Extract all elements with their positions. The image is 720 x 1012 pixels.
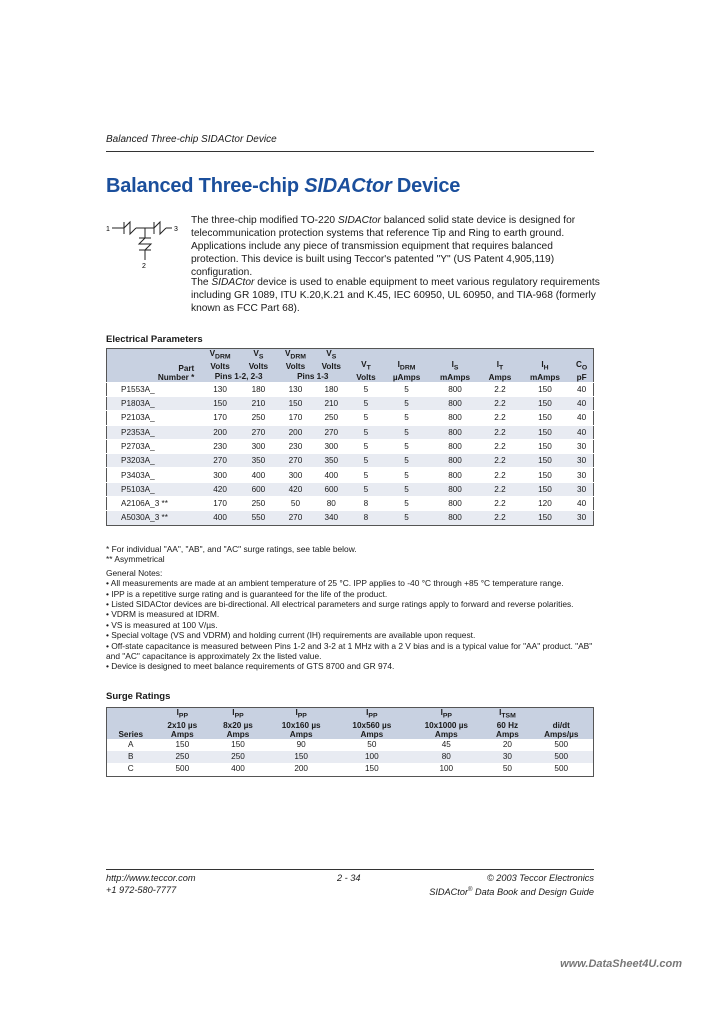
footer-left bbox=[106, 872, 196, 896]
table-cell: 5 bbox=[349, 425, 384, 439]
series-cell: A bbox=[128, 739, 134, 749]
table-cell: 200 bbox=[277, 425, 314, 439]
table-cell: 120 bbox=[520, 497, 570, 511]
table-cell: 250 bbox=[314, 411, 349, 425]
table-row bbox=[107, 739, 594, 751]
table-cell: 5 bbox=[383, 411, 430, 425]
table-cell: 150 bbox=[277, 396, 314, 410]
title-brand: SIDACtor bbox=[304, 175, 392, 197]
part-number-cell: P2103A_ bbox=[107, 411, 201, 425]
table-cell: 2.2 bbox=[480, 396, 520, 410]
table-cell: 200 bbox=[294, 764, 308, 774]
title-text-end: Device bbox=[391, 175, 461, 197]
table-cell: 5 bbox=[383, 439, 430, 453]
table-cell: 800 bbox=[430, 497, 480, 511]
general-note: • IPP is a repetitive surge rating and is guaranteed for the life of the product. bbox=[106, 588, 388, 599]
part-number-cell: P1803A_ bbox=[107, 396, 201, 410]
table-cell: 150 bbox=[520, 382, 570, 396]
table-cell: 5 bbox=[383, 497, 430, 511]
table-cell: 350 bbox=[314, 454, 349, 468]
table-cell: 250 bbox=[240, 497, 277, 511]
table-cell: 150 bbox=[365, 764, 379, 774]
general-note: • Off-state capacitance is measured between Pins 1-2 and 3-2 at 1 MHz with a 2 V bias and is a typical value for "AA" product. "AB" bbox=[106, 640, 593, 651]
electrical-section-title: Electrical Parameters bbox=[106, 334, 203, 345]
table-row bbox=[107, 751, 594, 763]
table-cell: 230 bbox=[277, 439, 314, 453]
general-notes-title: General Notes: bbox=[106, 567, 163, 578]
table-cell: 800 bbox=[430, 411, 480, 425]
table-cell: 30 bbox=[570, 482, 593, 496]
table-cell: 2.2 bbox=[480, 411, 520, 425]
table-cell: 2.2 bbox=[480, 511, 520, 525]
footnote-individual: * For individual "AA", "AB", and "AC" surge ratings, see table below. bbox=[106, 544, 357, 554]
table-cell: 800 bbox=[430, 382, 480, 396]
watermark: www.DataSheet4U.com bbox=[560, 958, 682, 970]
table-cell: 270 bbox=[277, 511, 314, 525]
table-cell: 250 bbox=[154, 751, 210, 763]
running-header: Balanced Three-chip SIDACtor Device bbox=[106, 134, 277, 145]
table-cell: 30 bbox=[485, 751, 529, 763]
table-cell: 500 bbox=[175, 764, 190, 774]
device-schematic-icon bbox=[104, 218, 184, 272]
table-cell: 50 bbox=[277, 497, 314, 511]
table-cell: 270 bbox=[277, 454, 314, 468]
table-cell: 800 bbox=[430, 482, 480, 496]
table-cell: 5 bbox=[383, 396, 430, 410]
table-cell: 45 bbox=[441, 739, 451, 749]
table-cell: 80 bbox=[407, 751, 485, 763]
table-cell: 20 bbox=[502, 739, 512, 749]
part-number-cell: P2703A_ bbox=[107, 439, 201, 453]
table-cell: 40 bbox=[570, 497, 593, 511]
page-title bbox=[106, 175, 460, 198]
electrical-parameters-table bbox=[106, 348, 594, 526]
table-cell: 500 bbox=[554, 764, 569, 774]
table-cell: 340 bbox=[314, 511, 349, 525]
table-row bbox=[107, 396, 594, 410]
surge-table-body bbox=[107, 739, 594, 776]
table-cell: 5 bbox=[349, 454, 384, 468]
col-co: $C_O$ pF bbox=[570, 349, 593, 383]
general-note: • Listed SIDACtor devices are bi-directional. All electrical parameters and surge ratings apply to forward and reverse polarities. bbox=[106, 599, 574, 610]
general-note: • All measurements are made at an ambient temperature of 25 °C. IPP applies to -40 °C through +85 °C temperature range. bbox=[106, 578, 564, 589]
footer-phone: +1 972-580-7777 bbox=[106, 885, 177, 895]
table-cell: 270 bbox=[200, 454, 240, 468]
table-cell: 150 bbox=[520, 468, 570, 482]
col-series: Series bbox=[107, 708, 155, 739]
table-cell: 210 bbox=[240, 396, 277, 410]
col-vs-1: $V_S$ Volts bbox=[240, 349, 277, 371]
table-cell: 250 bbox=[240, 411, 277, 425]
table-cell: 400 bbox=[314, 468, 349, 482]
table-cell: 100 bbox=[337, 751, 408, 763]
table-cell: 170 bbox=[277, 411, 314, 425]
pins-1-3: Pins 1-3 bbox=[277, 371, 349, 383]
electrical-header-row-1 bbox=[107, 349, 594, 371]
table-cell: 150 bbox=[266, 751, 337, 763]
table-cell: 500 bbox=[529, 751, 593, 763]
table-row bbox=[107, 763, 594, 776]
header-rule bbox=[106, 151, 594, 152]
col-is: $I_S$ mAmps bbox=[430, 349, 480, 383]
table-cell: 400 bbox=[231, 764, 245, 774]
table-cell: 180 bbox=[314, 382, 349, 396]
col-ipp-10x560: $I_{PP}$ 10x560 µs Amps bbox=[337, 708, 408, 739]
table-cell: 30 bbox=[570, 468, 593, 482]
table-cell: 230 bbox=[200, 439, 240, 453]
footer-url[interactable]: http://www.teccor.com bbox=[106, 873, 196, 883]
table-cell: 300 bbox=[277, 468, 314, 482]
table-row bbox=[107, 468, 594, 482]
table-cell: 90 bbox=[296, 739, 306, 749]
table-cell: 2.2 bbox=[480, 468, 520, 482]
pin-3-label: 3 bbox=[174, 226, 178, 233]
table-row bbox=[107, 497, 594, 511]
table-cell: 2.2 bbox=[480, 425, 520, 439]
intro-paragraph-2: The SIDACtor device is used to enable equipment to meet various regulatory requirements including GR 1089, ITU K.20,K.21 and K.45, IEC 60950, UL 60950, and TIA-968 (formerly known as FCC Part 68). bbox=[191, 277, 600, 314]
general-note: • Device is designed to meet balance requirements of GTS 8700 and GR 974. bbox=[106, 661, 395, 672]
table-cell: 40 bbox=[570, 382, 593, 396]
table-cell: 300 bbox=[200, 468, 240, 482]
footer-copyright: © 2003 Teccor Electronics bbox=[486, 873, 594, 883]
pin-1-label: 1 bbox=[106, 226, 110, 233]
table-cell: 30 bbox=[570, 454, 593, 468]
table-row bbox=[107, 482, 594, 496]
table-cell: 800 bbox=[430, 468, 480, 482]
table-cell: 8 bbox=[349, 497, 384, 511]
col-itsm: $I_{TSM}$ 60 Hz Amps bbox=[485, 708, 529, 739]
table-cell: 5 bbox=[383, 468, 430, 482]
table-cell: 100 bbox=[439, 764, 454, 774]
intro-paragraph-1: The three-chip modified TO-220 SIDACtor balanced solid state device is designed for telecommunication protection systems that reference Tip and Ring to earth ground. Applications include any piece of transmission equipment that requires balanced protection. This device is built using Teccor's patented "Y" (US Patent 4,905,119) configuration. bbox=[191, 215, 576, 278]
table-cell: 40 bbox=[570, 396, 593, 410]
table-cell: 5 bbox=[349, 396, 384, 410]
col-vs-2: $V_S$ Volts bbox=[314, 349, 349, 371]
table-cell: 5 bbox=[383, 425, 430, 439]
footer-book: SIDACtor® Data Book and Design Guide bbox=[429, 887, 594, 898]
surge-header-row bbox=[107, 708, 594, 739]
table-cell: 5 bbox=[383, 482, 430, 496]
table-cell: 130 bbox=[200, 382, 240, 396]
table-row bbox=[107, 382, 594, 396]
table-cell: 270 bbox=[314, 425, 349, 439]
col-ih: $I_H$ mAmps bbox=[520, 349, 570, 383]
table-cell: 400 bbox=[240, 468, 277, 482]
table-row bbox=[107, 511, 594, 525]
general-note: • VDRM is measured at IDRM. bbox=[106, 609, 220, 620]
table-cell: 350 bbox=[240, 454, 277, 468]
table-cell: 5 bbox=[349, 482, 384, 496]
table-cell: 550 bbox=[240, 511, 277, 525]
table-cell: 600 bbox=[240, 482, 277, 496]
table-cell: 800 bbox=[430, 396, 480, 410]
part-number-cell: P1553A_ bbox=[107, 382, 201, 396]
table-cell: 500 bbox=[554, 739, 569, 749]
table-cell: 5 bbox=[383, 382, 430, 396]
table-cell: 180 bbox=[240, 382, 277, 396]
table-cell: 300 bbox=[240, 439, 277, 453]
col-vt: $V_T$ Volts bbox=[349, 349, 384, 383]
table-cell: 5 bbox=[383, 454, 430, 468]
table-cell: 150 bbox=[520, 425, 570, 439]
table-cell: 150 bbox=[520, 439, 570, 453]
general-note: and "AC" capacitance is approximately 2x the listed value. bbox=[106, 651, 322, 662]
table-cell: 170 bbox=[200, 411, 240, 425]
col-ipp-8x20: $I_{PP}$ 8x20 µs Amps bbox=[210, 708, 266, 739]
part-number-cell: A5030A_3 ** bbox=[107, 511, 201, 525]
table-cell: 800 bbox=[430, 439, 480, 453]
table-row bbox=[107, 454, 594, 468]
electrical-table-body bbox=[107, 382, 594, 525]
general-notes-list bbox=[106, 578, 596, 672]
table-cell: 300 bbox=[314, 439, 349, 453]
table-cell: 2.2 bbox=[480, 439, 520, 453]
table-cell: 800 bbox=[430, 511, 480, 525]
table-cell: 150 bbox=[231, 739, 245, 749]
part-number-cell: P2353A_ bbox=[107, 425, 201, 439]
table-row bbox=[107, 439, 594, 453]
col-vdrm-2: $V_{DRM}$ Volts bbox=[277, 349, 314, 371]
col-ipp-2x10: $I_{PP}$ 2x10 µs Amps bbox=[154, 708, 210, 739]
table-cell: 150 bbox=[520, 454, 570, 468]
part-number-cell: A2106A_3 ** bbox=[107, 497, 201, 511]
col-didt: di/dt Amps/µs bbox=[529, 708, 593, 739]
table-cell: 5 bbox=[349, 411, 384, 425]
table-cell: 250 bbox=[210, 751, 266, 763]
col-vdrm-1: $V_{DRM}$ Volts bbox=[200, 349, 240, 371]
table-cell: 2.2 bbox=[480, 497, 520, 511]
table-cell: 150 bbox=[200, 396, 240, 410]
table-cell: 170 bbox=[200, 497, 240, 511]
part-number-cell: P5103A_ bbox=[107, 482, 201, 496]
col-it: $I_T$ Amps bbox=[480, 349, 520, 383]
footer-rule bbox=[106, 869, 594, 870]
table-cell: 400 bbox=[200, 511, 240, 525]
footnote-asymmetrical: ** Asymmetrical bbox=[106, 554, 165, 565]
table-cell: 150 bbox=[520, 511, 570, 525]
table-row bbox=[107, 425, 594, 439]
table-cell: 40 bbox=[570, 411, 593, 425]
table-cell: 5 bbox=[383, 511, 430, 525]
general-note: • Special voltage (VS and VDRM) and holding current (IH) requirements are available upon request. bbox=[106, 630, 476, 641]
table-cell: 5 bbox=[349, 382, 384, 396]
part-number-cell: P3403A_ bbox=[107, 468, 201, 482]
series-cell: B bbox=[107, 751, 155, 763]
pin-2-label: 2 bbox=[142, 263, 146, 270]
table-cell: 50 bbox=[367, 739, 377, 749]
title-text: Balanced Three-chip bbox=[106, 175, 305, 197]
table-row bbox=[107, 411, 594, 425]
pins-1-2-2-3: Pins 1-2, 2-3 bbox=[200, 371, 277, 383]
col-part: Part Number * bbox=[107, 349, 201, 383]
table-cell: 30 bbox=[570, 439, 593, 453]
col-ipp-10x160: $I_{PP}$ 10x160 µs Amps bbox=[266, 708, 337, 739]
col-idrm: $I_{DRM}$ µAmps bbox=[383, 349, 430, 383]
table-cell: 5 bbox=[349, 468, 384, 482]
table-cell: 150 bbox=[520, 411, 570, 425]
table-cell: 270 bbox=[240, 425, 277, 439]
table-cell: 50 bbox=[502, 764, 512, 774]
table-cell: 210 bbox=[314, 396, 349, 410]
table-cell: 80 bbox=[314, 497, 349, 511]
table-cell: 5 bbox=[349, 439, 384, 453]
table-cell: 600 bbox=[314, 482, 349, 496]
table-cell: 2.2 bbox=[480, 482, 520, 496]
table-cell: 420 bbox=[200, 482, 240, 496]
general-note: • VS is measured at 100 V/µs. bbox=[106, 619, 218, 630]
table-cell: 420 bbox=[277, 482, 314, 496]
part-number-cell: P3203A_ bbox=[107, 454, 201, 468]
table-cell: 2.2 bbox=[480, 382, 520, 396]
table-cell: 8 bbox=[349, 511, 384, 525]
table-cell: 2.2 bbox=[480, 454, 520, 468]
col-ipp-10x1000: $I_{PP}$ 10x1000 µs Amps bbox=[407, 708, 485, 739]
table-cell: 150 bbox=[520, 396, 570, 410]
table-cell: 40 bbox=[570, 425, 593, 439]
page-number: 2 - 34 bbox=[337, 873, 361, 883]
series-cell: C bbox=[127, 764, 134, 774]
footer-right bbox=[429, 872, 594, 898]
table-cell: 150 bbox=[520, 482, 570, 496]
surge-ratings-table bbox=[106, 707, 594, 777]
footnotes bbox=[106, 544, 596, 672]
surge-section-title: Surge Ratings bbox=[106, 691, 171, 702]
table-cell: 800 bbox=[430, 425, 480, 439]
table-cell: 130 bbox=[277, 382, 314, 396]
table-cell: 200 bbox=[200, 425, 240, 439]
table-cell: 30 bbox=[570, 511, 593, 525]
table-cell: 800 bbox=[430, 454, 480, 468]
table-cell: 150 bbox=[175, 739, 190, 749]
